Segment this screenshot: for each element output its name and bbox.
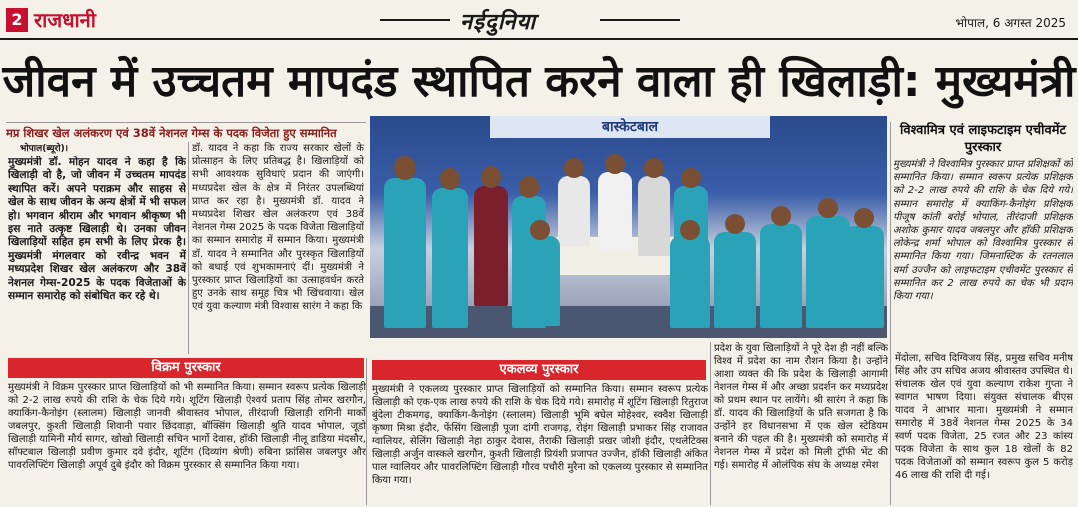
event-photo [370,116,887,338]
masthead-logo: नईदुनिया [460,9,537,35]
section-name: राजधानी [34,8,96,32]
photo-person-head [530,220,550,240]
subheadline: मप्र शिखर खेल अलंकरण एवं 38वें नेशनल गेम्स के पदक विजेता हुए सम्मानित [6,122,366,141]
column-divider [188,142,189,354]
photo-person-head [440,168,460,190]
article-continuation-right: मेंदोला, सचिव दिग्विजय सिंह, प्रमुख सचिव मनीष सिंह और उप सचिव अजय श्रीवास्तव उपस्थित थे। संचालक खेल एवं युवा कल्याण राकेश गुप्ता ने स्वागत भाषण दिया। संयुक्त संचालक बीएस यादव ने आभार माना। मुख्यमंत्री ने सम्मान समारोह में 38वें नेशनल गेम्स 2025 के 34 स्वर्ण पदक विजेता, 25 रजत और 23 कांस्य पदक विजेता के साथ कुल 18 खेलों के 82 पदक विजेताओं को सम्मान स्वरूप कुल 5 करोड़ 46 लाख की राशि दी गई। [895,353,1073,481]
article-column-2: डॉ. यादव ने कहा कि राज्य सरकार खेलों के प्रोत्साहन के लिए प्रतिबद्ध है। खिलाड़ियों को सभी आवश्यक सुविधाएं प्रदान की जाएंगी। मध्यप्रदेश खेल के क्षेत्र में निरंतर उपलब्धियां प्राप्त कर रहा है। मुख्यमंत्री डॉ. यादव ने मध्यप्रदेश शिखर खेल अलंकरण एवं 38वें नेशनल गेम्स 2025 के पदक विजेता खिलाड़ियों का सम्मान समारोह में सम्मान किया। मुख्यमंत्री डॉ. यादव ने सम्मानित और पुरस्कृत खिलाड़ियों को बधाई एवं शुभकामनाएं दीं। मुख्यमंत्री ने पुरस्कार प्राप्त खिलाड़ियों का उत्साहवर्धन करते हुए उनके साथ समूह चित्र भी खिंचवाया। खेल एवं युवा कल्याण मंत्री विश्वास सारंग ने कहा कि [192,143,364,313]
vikram-award-text: मुख्यमंत्री ने विक्रम पुरस्कार प्राप्त खिलाड़ियों को भी सम्मानित किया। सम्मान स्वरूप प्रत्येक खिलाड़ी को 2-2 लाख रुपये की राशि के चेक दिये गये। शूटिंग खिलाड़ी ऐश्वर्य प्रताप सिंह तोमर खरगौन, क्याकिंग-कैनोइंग (स्लालम) खिलाड़ी जानवी श्रीवास्तव भोपाल, तीरंदाजी खिलाड़ी रागिनी मार्को जबलपुर, कुश्ती खिलाड़ी शिवानी पवार छिंदवाड़ा, बॉक्सिंग खिलाड़ी श्रुति यादव भोपाल, जूडो खिलाड़ी यामिनी मौर्य सागर, खोखो खिलाड़ी सचिन भार्गो देवास, हॉकी खिलाड़ी नीलू डाडिया मंदसौर, सॉफ्टबाल खिलाड़ी प्रवीण कुमार दवे इंदौर, शूटिंग (दिव्यांग श्रेणी) रुबिना फ्रांसिस जबलपुर और पावरलिफ्टिंग खिलाड़ी अपूर्व दुबे इंदौर को विक्रम पुरस्कार से सम्मानित किया गया। [8,382,366,471]
article-continuation-mid: प्रदेश के युवा खिलाड़ियों ने पूरे देश ही नहीं बल्कि विश्व में प्रदेश का नाम रौशन किया है। उन्होंने आशा व्यक्त की कि प्रदेश के खिलाड़ी आगामी नेशनल गेम्स में और अच्छा प्रदर्शन कर मध्यप्रदेश को प्रथम स्थान पर लायेंगे। श्री सारंग ने कहा कि डॉ. यादव की खिलाड़ियों के प्रति सजगता है कि उन्होंने हर विधानसभा में एक खेल स्टेडियम बनाने की पहल की है। मुख्यमंत्री को समारोह में नेशनल गेम्स में प्रदेश को मिली ट्रॉफी भेंट की गई। समारोह में ओलंपिक संघ के अध्यक्ष रमेश [714,343,888,471]
photo-person [844,226,884,328]
sidebar-box-title: विश्वामित्र एवं लाइफटाइम एचीवमेंट पुरस्कार [899,123,1067,155]
photo-person-head [644,158,664,178]
column-divider [890,122,891,505]
photo-person-head [481,166,501,188]
photo-person [638,176,670,256]
photo-person [474,186,508,306]
masthead-rule-left [380,19,450,21]
photo-person [598,172,632,252]
column-divider [366,358,367,505]
page-number: 2 [6,8,28,32]
photo-person [520,236,560,326]
photo-person [760,224,802,328]
photo-person [384,178,426,328]
photo-person-head [680,220,700,240]
vikram-award-banner: विक्रम पुरस्कार [8,358,364,378]
page-header [0,0,1078,40]
dateline: भोपाल, 6 अगस्त 2025 [955,16,1066,30]
photo-person-head [564,158,584,178]
photo-person [670,236,710,328]
photo-person-head [681,168,701,188]
main-headline: जीवन में उच्चतम मापदंड स्थापित करने वाला ही खिलाड़ी: मुख्यमंत्री [2,56,1076,107]
photo-person-head [725,214,745,234]
photo-person-head [394,156,416,180]
photo-person-head [519,176,539,198]
byline: भोपाल(ब्यूरो)। [20,144,69,154]
photo-person [558,176,590,246]
photo-person [714,232,756,328]
eklavya-award-text: मुख्यमंत्री ने एकलव्य पुरस्कार प्राप्त खिलाड़ियों को सम्मानित किया। सम्मान स्वरूप प्रत्येक खिलाड़ी को एक-एक लाख रुपये की राशि के चेक दिये गये। समारोह में शूटिंग खिलाड़ी रितुराज बुंदेला टीकमगढ़, क्याकिंग-कैनोइंग (स्लालम) खिलाड़ी भूमि बघेल मोहेश्वर, स्क्वैश खिलाड़ी कृष्णा मिश्रा इंदौर, फेंसिंग खिलाड़ी पूजा दांगी राजगढ़, रोइंग खिलाड़ी प्रभाकर सिंह राजावत ग्वालियर, सेलिंग खिलाड़ी नेहा ठाकुर देवास, तैराकी खिलाड़ी प्रखर जोशी इंदौर, एथलेटिक्स खिलाड़ी अर्जुन वास्कले खरगौन, कुश्ती खिलाड़ी प्रियंशी प्रजापत उज्जैन, हॉकी खिलाड़ी अंकित पाल ग्वालियर और पावरलिफ्टिंग खिलाड़ी गौरव पचौरी मुरैना को एकलव्य पुरस्कार से सम्मानित किया गया। [372,384,708,486]
photo-person-head [771,206,791,226]
eklavya-award-banner: एकलव्य पुरस्कार [372,360,706,380]
photo-person [432,188,468,328]
photo-banner-text: बास्केटबाल [490,116,770,138]
sidebar-box-text: मुख्यमंत्री ने विश्वामित्र पुरस्कार प्राप्त प्रशिक्षकों को सम्मानित किया। सम्मान स्वरूप प्रत्येक प्रशिक्षक को 2-2 लाख रुपये की राशि के चेक दिये गये। सम्मान समारोह में क्याकिंग-कैनोइंग प्रशिक्षक पीजूष कांती बरोई भोपाल, तीरंदाजी प्रशिक्षक अशोक कुमार यादव जबलपुर और हॉकी प्रशिक्षक लोकेन्द्र शर्मा भोपाल को विश्वामित्र पुरस्कार से सम्मानित किया गया। जिमनास्टिक के रतनलाल वर्मा उज्जैन को लाइफटाइम एचीवमेंट पुरस्कार से सम्मानित कर 2 लाख रुपये का चेक भी प्रदान किया गया। [893,159,1073,303]
photo-person-head [605,154,625,174]
masthead-rule-right [600,19,680,21]
column-divider [710,342,711,505]
lead-paragraph: मुख्यमंत्री डॉ. मोहन यादव ने कहा है कि खिलाड़ी वो है, जो जीवन में उच्चतम मापदंड स्थापित करें। अपने पराक्रम और साहस से खेल के साथ जीवन के अन्य क्षेत्रों में भी सफल हो। भगवान श्रीराम और भगवान श्रीकृष्ण भी इस नाते उत्कृष्ट खिलाड़ी थे। उनका जीवन खिलाड़ियों सहित हम सभी के लिए प्रेरक है। मुख्यमंत्री मंगलवार को रवीन्द्र भवन में मध्यप्रदेश शिखर खेल अलंकरण और 38वें नेशनल गेम्स-2025 के पदक विजेताओं के सम्मान समारोह को संबोधित कर रहे थे। [8,156,186,303]
photo-person-head [818,198,838,218]
photo-person-head [854,208,874,228]
